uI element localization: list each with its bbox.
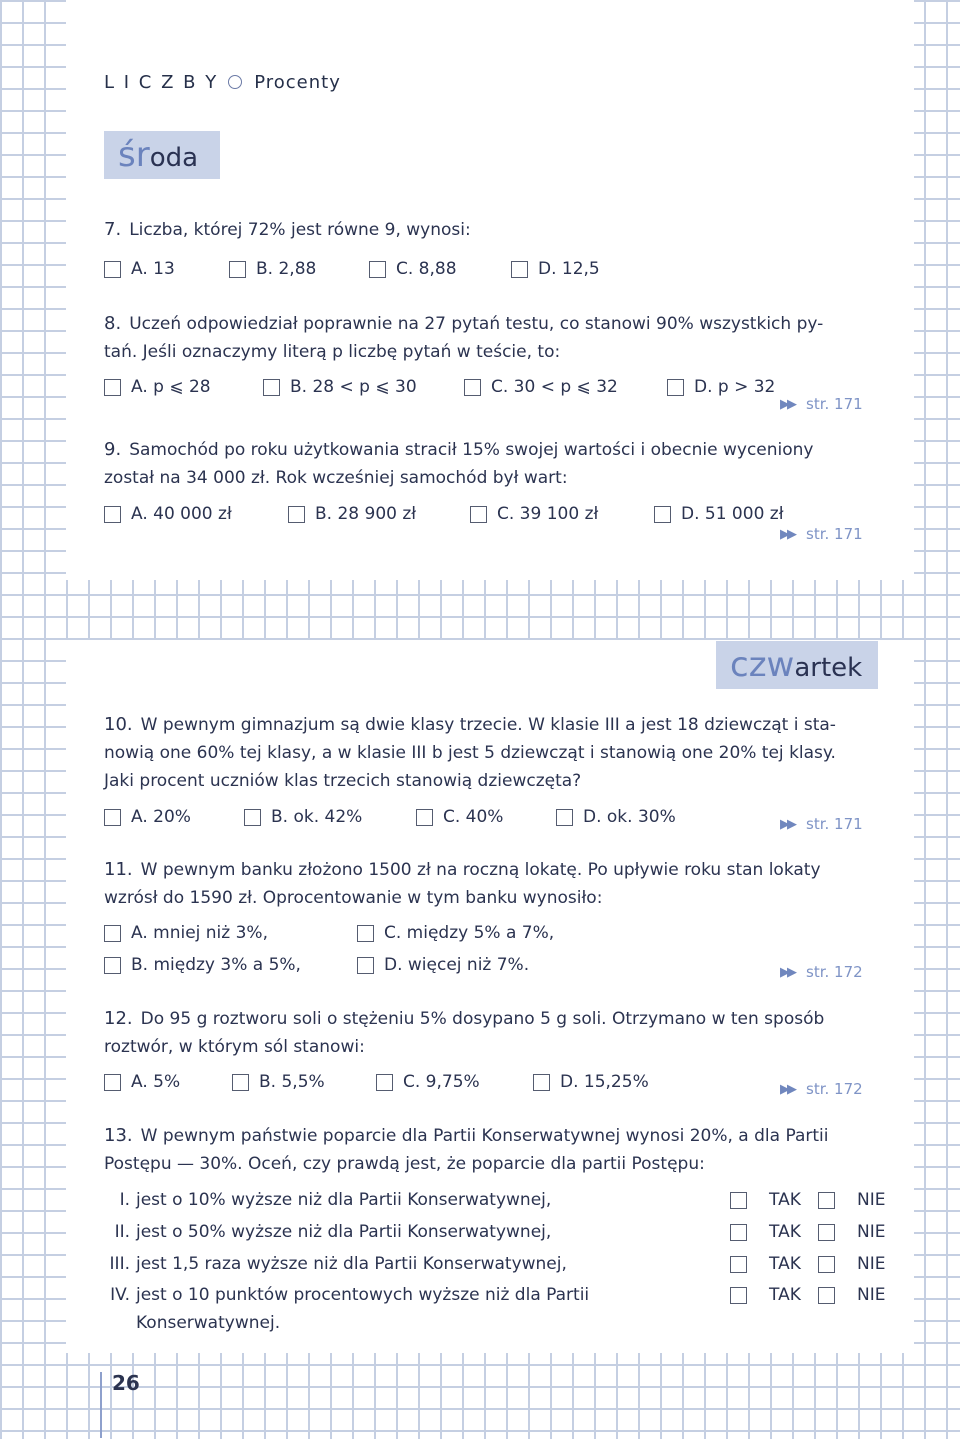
q8-option-c[interactable]: C. 30 < p ⩽ 32	[464, 377, 618, 397]
q12-option-d[interactable]: D. 15,25%	[533, 1072, 649, 1092]
checkbox[interactable]	[511, 261, 528, 278]
question-8: 8. Uczeń odpowiedział poprawnie na 27 pytań testu, co stanowi 90% wszystkich py- tań. Jeśli oznaczymy literą p liczbę pytań w teście, to:	[104, 313, 824, 362]
question-12: 12. Do 95 g roztworu soli o stężeniu 5% dosypano 5 g soli. Otrzymano w ten sposób roztwór, w którym sól stanowi:	[104, 1008, 825, 1057]
checkbox[interactable]	[667, 379, 684, 396]
q11-option-d[interactable]: D. więcej niż 7%.	[357, 955, 529, 975]
checkbox[interactable]	[818, 1287, 835, 1304]
checkbox[interactable]	[263, 379, 280, 396]
chapter-title: L I C Z B Y	[104, 72, 219, 93]
checkbox[interactable]	[818, 1192, 835, 1209]
q11-option-c[interactable]: C. między 5% a 7%,	[357, 923, 554, 943]
section-title: Procenty	[254, 72, 341, 93]
question-7: 7. Liczba, której 72% jest równe 9, wynosi:	[104, 219, 471, 240]
question-13: 13. W pewnym państwie poparcie dla Partii Konserwatywnej wynosi 20%, a dla Partii Postępu — 30%. Oceń, czy prawdą jest, że poparcie dla partii Postępu:	[104, 1125, 829, 1174]
q8-option-d[interactable]: D. p > 32	[667, 377, 775, 397]
checkbox[interactable]	[232, 1074, 249, 1091]
circle-separator-icon	[228, 75, 242, 89]
checkbox[interactable]	[104, 379, 121, 396]
statement-3-yes[interactable]: TAK	[730, 1254, 801, 1274]
checkbox[interactable]	[244, 809, 261, 826]
q9-option-a[interactable]: A. 40 000 zł	[104, 504, 232, 524]
q8-option-a[interactable]: A. p ⩽ 28	[104, 377, 211, 397]
q12-option-b[interactable]: B. 5,5%	[232, 1072, 325, 1092]
running-header	[104, 72, 341, 93]
q7-option-b[interactable]: B. 2,88	[229, 259, 316, 279]
checkbox[interactable]	[730, 1287, 747, 1304]
checkbox[interactable]	[357, 925, 374, 942]
double-arrow-icon: ▶▶	[780, 396, 794, 412]
checkbox[interactable]	[654, 506, 671, 523]
statement-4-no[interactable]: NIE	[818, 1285, 885, 1305]
page-number: 26	[100, 1372, 140, 1438]
checkbox[interactable]	[818, 1256, 835, 1273]
q10-option-d[interactable]: D. ok. 30%	[556, 807, 676, 827]
q7-option-c[interactable]: C. 8,88	[369, 259, 457, 279]
question-9: 9. Samochód po roku użytkowania stracił 15% swojej wartości i obecnie wyceniony został na 34 000 zł. Rok wcześniej samochód był wart:	[104, 439, 814, 488]
checkbox[interactable]	[556, 809, 573, 826]
q11-page-reference[interactable]: ▶▶ str. 172	[780, 963, 863, 981]
checkbox[interactable]	[470, 506, 487, 523]
statement-2: II. jest o 50% wyższe niż dla Partii Konserwatywnej,	[114, 1222, 552, 1242]
q7-option-d[interactable]: D. 12,5	[511, 259, 600, 279]
question-10: 10. W pewnym gimnazjum są dwie klasy trzecie. W klasie III a jest 18 dziewcząt i sta- nowią one 60% tej klasy, a w klasie III b jest 5 dziewcząt i stanowią one 20% tej klasy. Jaki procent uczniów klas trzecich stanowią dziewczęta?	[104, 714, 836, 791]
checkbox[interactable]	[730, 1256, 747, 1273]
checkbox[interactable]	[104, 1074, 121, 1091]
q12-option-a[interactable]: A. 5%	[104, 1072, 180, 1092]
checkbox[interactable]	[288, 506, 305, 523]
checkbox[interactable]	[533, 1074, 550, 1091]
checkbox[interactable]	[229, 261, 246, 278]
question-11: 11. W pewnym banku złożono 1500 zł na roczną lokatę. Po upływie roku stan lokaty wzrósł do 1590 zł. Oprocentowanie w tym banku wynosiło:	[104, 859, 821, 908]
checkbox[interactable]	[104, 261, 121, 278]
q9-option-d[interactable]: D. 51 000 zł	[654, 504, 784, 524]
checkbox[interactable]	[376, 1074, 393, 1091]
checkbox[interactable]	[104, 957, 121, 974]
checkbox[interactable]	[357, 957, 374, 974]
checkbox[interactable]	[730, 1224, 747, 1241]
statement-4: IV. jest o 10 punktów procentowych wyższe niż dla Partii Konserwatywnej.	[110, 1285, 590, 1333]
checkbox[interactable]	[369, 261, 386, 278]
q9-page-reference[interactable]: ▶▶ str. 171	[780, 525, 863, 543]
statement-3: III. jest 1,5 raza wyższe niż dla Partii Konserwatywnej,	[109, 1254, 567, 1274]
q10-page-reference[interactable]: ▶▶ str. 171	[780, 815, 863, 833]
q11-option-a[interactable]: A. mniej niż 3%,	[104, 923, 268, 943]
statement-2-no[interactable]: NIE	[818, 1222, 885, 1242]
checkbox[interactable]	[730, 1192, 747, 1209]
q12-page-reference[interactable]: ▶▶ str. 172	[780, 1080, 863, 1098]
statement-3-no[interactable]: NIE	[818, 1254, 885, 1274]
statement-4-yes[interactable]: TAK	[730, 1285, 801, 1305]
q10-option-a[interactable]: A. 20%	[104, 807, 191, 827]
q8-page-reference[interactable]: ▶▶ str. 171	[780, 395, 863, 413]
double-arrow-icon: ▶▶	[780, 816, 794, 832]
q10-option-c[interactable]: C. 40%	[416, 807, 503, 827]
checkbox[interactable]	[818, 1224, 835, 1241]
checkbox[interactable]	[464, 379, 481, 396]
q11-option-b[interactable]: B. między 3% a 5%,	[104, 955, 301, 975]
statement-1-yes[interactable]: TAK	[730, 1190, 801, 1210]
q9-option-c[interactable]: C. 39 100 zł	[470, 504, 598, 524]
statement-1-no[interactable]: NIE	[818, 1190, 885, 1210]
double-arrow-icon: ▶▶	[780, 1081, 794, 1097]
q7-option-a[interactable]: A. 13	[104, 259, 175, 279]
double-arrow-icon: ▶▶	[780, 964, 794, 980]
checkbox[interactable]	[416, 809, 433, 826]
statement-2-yes[interactable]: TAK	[730, 1222, 801, 1242]
q10-option-b[interactable]: B. ok. 42%	[244, 807, 362, 827]
day-label-wednesday: środa	[104, 131, 220, 179]
q8-option-b[interactable]: B. 28 < p ⩽ 30	[263, 377, 417, 397]
q9-option-b[interactable]: B. 28 900 zł	[288, 504, 416, 524]
checkbox[interactable]	[104, 809, 121, 826]
statement-1: I. jest o 10% wyższe niż dla Partii Konserwatywnej,	[119, 1190, 552, 1210]
day-label-thursday: czwartek	[716, 641, 878, 689]
double-arrow-icon: ▶▶	[780, 526, 794, 542]
q12-option-c[interactable]: C. 9,75%	[376, 1072, 480, 1092]
checkbox[interactable]	[104, 925, 121, 942]
checkbox[interactable]	[104, 506, 121, 523]
